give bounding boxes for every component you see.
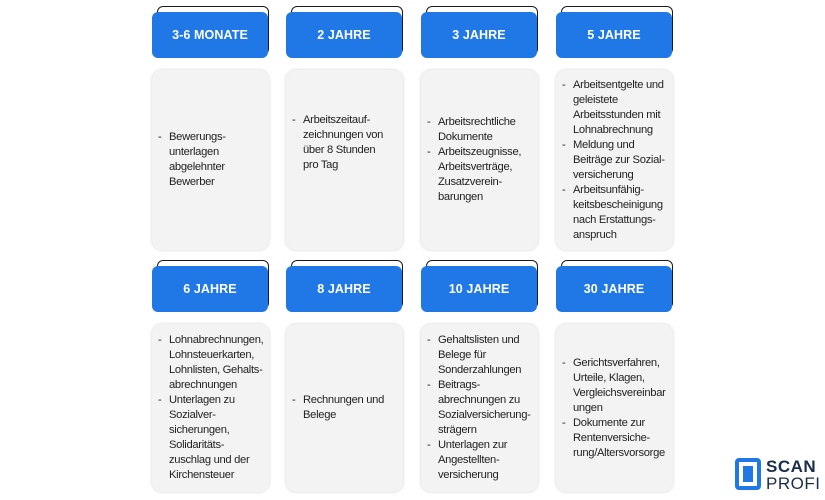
header-badge	[286, 266, 402, 312]
list-item: - Unterlagen zu Sozialver- sicherungen, Solidaritäts- zuschlag und der Kirchensteuer	[158, 393, 265, 483]
documents-list	[562, 78, 669, 243]
documents-card	[556, 324, 673, 492]
header-label: 3-6 MONATE	[172, 28, 248, 42]
header-badge	[421, 266, 537, 312]
list-item: - Arbeitszeugnisse, Arbeitsverträge, Zusatzverein- barungen	[427, 145, 534, 205]
documents-list	[562, 356, 669, 461]
list-item: - Lohnabrechnungen, Lohnsteuerkarten, Lohnlisten, Gehalts- abrechnungen	[158, 333, 265, 393]
logo-text-line2: PROFI	[766, 474, 821, 493]
list-item: - Arbeitsunfähig- keitsbescheinigung nach Erstattungs- anspruch	[562, 183, 669, 243]
period-header	[556, 12, 674, 64]
logo-mark-icon	[735, 458, 761, 490]
list-item: - Unterlagen zur Angestellten- versicherung	[427, 438, 534, 483]
documents-list	[158, 333, 265, 483]
period-header	[556, 266, 674, 318]
header-label: 2 JAHRE	[317, 28, 371, 42]
list-item: - Arbeitszeitauf- zeichnungen von über 8 Stunden pro Tag	[292, 113, 399, 173]
period-header	[152, 12, 270, 64]
header-label: 30 JAHRE	[583, 282, 645, 296]
documents-list	[158, 130, 265, 190]
documents-card	[286, 324, 403, 492]
list-item: - Meldung und Beiträge zur Sozial- versicherung	[562, 138, 669, 183]
list-item: - Arbeitsentgelte und geleistete Arbeitsstunden mit Lohnabrechnung	[562, 78, 669, 138]
period-header	[421, 12, 539, 64]
header-badge	[556, 12, 672, 58]
list-item: - Rechnungen und Belege	[292, 393, 399, 423]
documents-card	[152, 324, 269, 492]
documents-list	[292, 113, 399, 173]
header-badge	[556, 266, 672, 312]
documents-card	[152, 70, 269, 250]
list-item: - Gehaltslisten und Belege für Sonderzahlungen	[427, 333, 534, 378]
list-item: - Bewerungs- unterlagen abgelehnter Bewerber	[158, 130, 265, 190]
header-label: 6 JAHRE	[183, 282, 237, 296]
documents-list	[427, 115, 534, 205]
list-item: - Gerichtsverfahren, Urteile, Klagen, Vergleichsvereinbar ungen	[562, 356, 669, 416]
documents-card	[421, 324, 538, 492]
documents-card	[286, 70, 403, 250]
header-badge	[152, 12, 268, 58]
header-badge	[152, 266, 268, 312]
period-header	[421, 266, 539, 318]
documents-list	[427, 333, 534, 483]
header-label: 8 JAHRE	[317, 282, 371, 296]
documents-card	[556, 70, 673, 250]
period-header	[286, 12, 404, 64]
header-badge	[286, 12, 402, 58]
header-badge	[421, 12, 537, 58]
period-header	[286, 266, 404, 318]
documents-card	[421, 70, 538, 250]
list-item: - Dokumente zur Rentenversiche- rung/Altersvorsorge	[562, 416, 669, 461]
list-item: - Beitrags- abrechnungen zu Sozialversicherung- strägern	[427, 378, 534, 438]
documents-list	[292, 393, 399, 423]
header-label: 3 JAHRE	[452, 28, 506, 42]
header-label: 5 JAHRE	[587, 28, 641, 42]
list-item: - Arbeitsrechtliche Dokumente	[427, 115, 534, 145]
logo-text-line1: SCAN	[766, 457, 817, 476]
scanprofi-logo	[733, 456, 825, 496]
header-label: 10 JAHRE	[448, 282, 510, 296]
period-header	[152, 266, 270, 318]
